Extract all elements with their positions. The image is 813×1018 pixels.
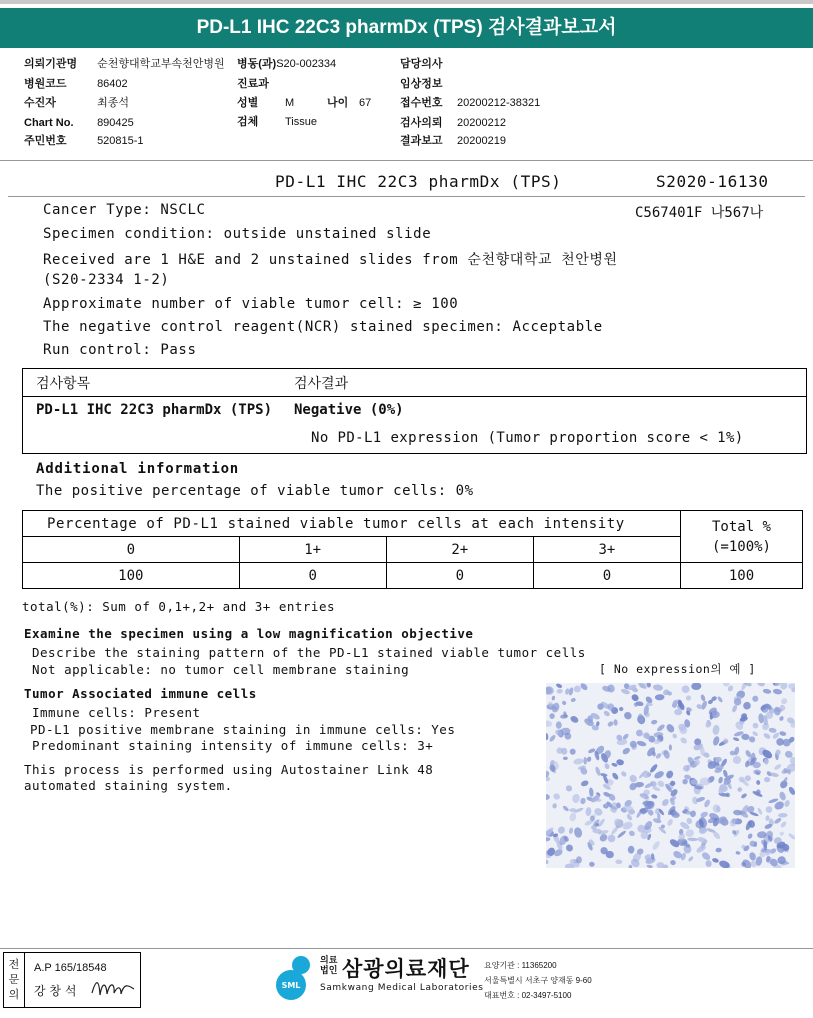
process-line: automated staining system. — [24, 778, 233, 793]
sml-logo — [269, 953, 317, 1001]
total-header — [681, 511, 803, 563]
chart-label: Chart No. — [24, 117, 74, 129]
additional-line: The positive percentage of viable tumor cells: 0% — [36, 483, 474, 499]
nucleus — [604, 763, 611, 770]
nucleus — [740, 792, 747, 799]
item-header: 검사항목 — [36, 376, 91, 392]
examine-heading: Examine the specimen using a low magnification objective — [24, 626, 474, 641]
nucleus — [615, 859, 622, 864]
nucleus — [568, 827, 573, 834]
nucleus — [548, 734, 556, 743]
nucleus — [712, 857, 720, 863]
sex-age-row — [237, 96, 371, 110]
nucleus — [579, 683, 589, 691]
nucleus — [779, 731, 787, 737]
nucleus — [752, 722, 759, 728]
nucleus — [788, 786, 795, 796]
nucleus — [674, 709, 682, 715]
specimen-label: 검체 — [237, 116, 259, 128]
intensity-table-header: Percentage of PD-L1 stained viable tumor cells at each intensity — [23, 511, 681, 537]
report-date-value: 20200219 — [457, 135, 506, 147]
nucleus — [571, 793, 580, 804]
doctor-row — [400, 57, 457, 71]
nucleus — [585, 807, 592, 816]
report-line: (S20-2334 1-2) — [43, 272, 170, 288]
sml-logo-text: SML — [281, 981, 301, 990]
micrograph-image — [546, 683, 795, 868]
request-row — [400, 116, 506, 130]
org-name: 삼광의료재단 — [342, 957, 470, 981]
nucleus — [569, 715, 579, 724]
request-label: 검사의뢰 — [400, 117, 443, 129]
report-line: Received are 1 H&E and 2 unstained slides from 순천향대학교 천안병원 — [43, 252, 618, 268]
sex-value: M — [285, 97, 295, 109]
result-header: 검사결과 — [294, 376, 349, 392]
nucleus — [725, 792, 730, 798]
nucleus — [555, 683, 562, 689]
nucleus — [718, 776, 724, 784]
code-label: 병원코드 — [24, 78, 67, 90]
nucleus — [666, 818, 673, 827]
nucleus — [552, 803, 558, 809]
immune-line: Predominant staining intensity of immune cells: 3+ — [32, 738, 434, 753]
clinic-row — [237, 77, 269, 91]
signature-mark — [90, 975, 136, 1001]
dept-row — [237, 57, 336, 71]
patient-value: 최종석 — [97, 97, 129, 109]
nucleus — [551, 695, 555, 700]
report-date-row — [400, 134, 506, 148]
nucleus — [788, 832, 795, 840]
nucleus — [613, 719, 618, 726]
legal-entity-label: 의료 법인 — [320, 956, 338, 976]
nucleus — [752, 695, 759, 702]
nucleus — [691, 796, 698, 805]
nucleus — [737, 786, 744, 792]
intensity-label: 2+ — [386, 537, 533, 563]
nucleus — [701, 851, 712, 862]
org-code: 요양기관 : 11365200 — [484, 961, 557, 970]
code-value: 86402 — [97, 78, 128, 90]
nucleus — [565, 784, 574, 793]
nucleus — [700, 694, 706, 702]
nucleus — [762, 688, 771, 694]
nucleus — [573, 758, 584, 765]
patient-label: 수진자 — [24, 97, 56, 109]
nucleus — [780, 683, 788, 690]
nucleus — [562, 805, 570, 812]
nucleus — [628, 830, 636, 837]
immune-line: Immune cells: Present — [32, 705, 201, 720]
nucleus — [655, 694, 665, 701]
nucleus — [589, 861, 595, 867]
nucleus — [768, 727, 777, 733]
dept-label: 병동(과) — [237, 58, 277, 70]
nucleus — [651, 794, 658, 800]
doctor-label: 담당의사 — [400, 58, 443, 70]
additional-heading: Additional information — [36, 461, 240, 477]
nucleus — [556, 721, 562, 728]
nucleus — [620, 770, 627, 777]
nucleus — [715, 848, 722, 853]
intensity-label: 1+ — [239, 537, 386, 563]
nucleus — [569, 812, 577, 822]
nucleus — [735, 851, 740, 855]
nucleus — [603, 710, 611, 718]
nucleus — [656, 862, 665, 868]
nucleus — [589, 787, 595, 797]
request-value: 20200212 — [457, 117, 506, 129]
total-header-line1: Total % — [711, 518, 771, 535]
id-value: 520815-1 — [97, 135, 144, 147]
test-item: PD-L1 IHC 22C3 pharmDx (TPS) — [36, 402, 273, 418]
footer-divider — [0, 948, 813, 949]
report-divider — [8, 196, 805, 197]
total-value: 100 — [681, 563, 803, 589]
clinical-info-row — [400, 77, 457, 91]
nucleus — [637, 683, 647, 690]
org-english-name: Samkwang Medical Laboratories — [320, 983, 484, 993]
report-line: Approximate number of viable tumor cell: ≥ 100 — [43, 296, 459, 312]
nucleus — [636, 729, 643, 736]
age-value: 67 — [359, 97, 372, 109]
nucleus — [717, 696, 724, 703]
header-id-row — [24, 134, 144, 148]
nucleus — [607, 720, 615, 727]
nucleus — [651, 840, 661, 851]
nucleus — [705, 860, 712, 868]
nucleus — [563, 757, 568, 760]
nucleus — [573, 685, 581, 693]
report-line: The negative control reagent(NCR) stained specimen: Acceptable — [43, 319, 603, 335]
nucleus — [649, 763, 659, 774]
nucleus — [652, 684, 663, 692]
nucleus — [549, 713, 555, 719]
accession-row — [400, 96, 540, 110]
specimen-row — [237, 115, 317, 129]
header-chart-row — [24, 116, 134, 130]
nucleus — [653, 770, 665, 780]
signature-box — [3, 952, 141, 1008]
nucleus — [778, 715, 784, 721]
nucleus — [656, 723, 666, 732]
pathologist-name: 강 창 석 — [34, 984, 77, 998]
nucleus — [757, 807, 763, 815]
nucleus — [765, 805, 774, 814]
total-header-line2: (=100%) — [711, 538, 771, 555]
nucleus — [732, 755, 742, 765]
accession-value: 20200212-38321 — [457, 97, 541, 109]
intensity-label: 3+ — [533, 537, 680, 563]
header-divider — [0, 160, 813, 161]
nucleus — [773, 688, 783, 695]
test-title: PD-L1 IHC 22C3 pharmDx (TPS) — [275, 172, 562, 191]
nucleus — [773, 817, 782, 825]
org-label: 의뢰기관명 — [24, 58, 78, 70]
intensity-table — [22, 510, 803, 589]
nucleus — [752, 730, 759, 737]
nucleus — [646, 864, 653, 868]
table-footnote: total(%): Sum of 0,1+,2+ and 3+ entries — [22, 599, 335, 614]
nucleus — [690, 779, 697, 785]
cancer-type: Cancer Type: NSCLC — [43, 202, 206, 218]
nucleus — [784, 799, 791, 807]
nucleus — [656, 779, 665, 788]
nucleus — [742, 700, 753, 711]
examine-line: Not applicable: no tumor cell membrane staining — [32, 662, 410, 677]
nucleus — [628, 846, 635, 854]
report-title: PD-L1 IHC 22C3 pharmDx (TPS) 검사결과보고서 — [0, 8, 813, 48]
ap-number: A.P 165/18548 — [34, 962, 107, 974]
nucleus — [778, 791, 787, 801]
header-info — [0, 0, 813, 160]
nucleus — [685, 694, 692, 701]
ihc-micrograph — [546, 683, 795, 868]
nucleus — [607, 834, 616, 842]
nucleus — [669, 859, 676, 866]
nucleus — [684, 828, 695, 838]
org-address: 서울특별시 서초구 양재동 9-60 — [484, 976, 592, 985]
nucleus — [561, 748, 567, 755]
immune-heading: Tumor Associated immune cells — [24, 686, 257, 701]
nucleus — [629, 865, 633, 868]
nucleus — [569, 748, 576, 755]
nucleus — [621, 747, 631, 756]
nucleus — [732, 737, 739, 742]
nucleus — [763, 732, 772, 740]
nucleus — [773, 763, 782, 771]
nucleus — [682, 685, 690, 693]
nucleus — [669, 744, 672, 750]
nucleus — [628, 773, 638, 783]
nucleus — [703, 799, 711, 808]
specialist-label: 전문의 — [8, 958, 20, 1001]
header-patient-row — [24, 96, 129, 110]
org-phone: 대표번호 : 02-3497-5100 — [484, 991, 572, 1000]
nucleus — [788, 683, 795, 689]
nucleus — [688, 856, 695, 863]
nucleus — [583, 757, 587, 765]
nucleus — [611, 772, 619, 781]
intensity-value: 0 — [533, 563, 680, 589]
specimen-value: Tissue — [285, 116, 317, 128]
nucleus — [661, 798, 670, 808]
org-value: 순천향대학교부속천안병원 — [97, 58, 225, 70]
nucleus — [556, 825, 566, 835]
report-line: Run control: Pass — [43, 342, 197, 358]
nucleus — [570, 697, 576, 702]
test-result: Negative (0%) — [294, 402, 404, 418]
nucleus — [770, 772, 780, 778]
nucleus — [780, 697, 788, 705]
nucleus — [779, 831, 785, 836]
report-date-label: 결과보고 — [400, 135, 443, 147]
nucleus — [546, 733, 549, 740]
nucleus — [756, 683, 765, 687]
immune-line: PD-L1 positive membrane staining in immune cells: Yes — [30, 722, 456, 737]
header-org-row — [24, 57, 225, 71]
nucleus — [665, 723, 676, 734]
nucleus — [552, 792, 561, 801]
result-detail: No PD-L1 expression (Tumor proportion score < 1%) — [311, 430, 744, 446]
nucleus — [573, 827, 583, 839]
nucleus — [561, 700, 567, 706]
report-number: S2020-16130 — [656, 172, 769, 191]
nucleus — [731, 704, 738, 713]
nucleus — [630, 693, 640, 703]
dept-value: S20-002334 — [276, 58, 337, 70]
nucleus — [665, 769, 675, 779]
nucleus — [546, 794, 550, 800]
report-line: Specimen condition: outside unstained slide — [43, 226, 432, 242]
nucleus — [741, 733, 750, 740]
examine-line: Describe the staining pattern of the PD-L1 stained viable tumor cells — [32, 645, 586, 660]
nucleus — [652, 817, 661, 823]
process-line: This process is performed using Autostainer Link 48 — [24, 762, 434, 777]
nucleus — [580, 797, 587, 805]
sml-logo-icon — [269, 953, 317, 1001]
nucleus — [712, 725, 720, 736]
result-box — [22, 368, 807, 454]
age-label: 나이 — [327, 97, 349, 109]
nucleus — [636, 740, 647, 747]
nucleus — [753, 769, 761, 774]
nucleus — [686, 817, 693, 825]
nucleus — [651, 719, 658, 725]
nucleus — [780, 820, 788, 828]
intensity-value: 0 — [239, 563, 386, 589]
slide-code: C567401F 나567나 — [635, 205, 764, 221]
nucleus — [704, 720, 712, 729]
intensity-value: 0 — [386, 563, 533, 589]
nucleus — [689, 810, 697, 818]
clinical-info-label: 임상정보 — [400, 78, 443, 90]
image-caption: [ No expression의 예 ] — [599, 662, 756, 676]
intensity-value: 100 — [23, 563, 240, 589]
nucleus — [691, 683, 702, 690]
org-contact — [484, 958, 592, 1003]
nucleus — [718, 859, 731, 868]
signature-box-divider — [24, 953, 25, 1007]
header-code-row — [24, 77, 128, 91]
nucleus — [679, 736, 688, 744]
nucleus — [655, 752, 662, 760]
sex-label: 성별 — [237, 97, 259, 109]
clinic-label: 진료과 — [237, 78, 269, 90]
nucleus — [778, 813, 788, 818]
id-label: 주민번호 — [24, 135, 67, 147]
intensity-label: 0 — [23, 537, 240, 563]
chart-value: 890425 — [97, 117, 134, 129]
nucleus — [546, 720, 552, 727]
nucleus — [556, 689, 563, 694]
nucleus — [747, 833, 754, 840]
nucleus — [756, 780, 761, 785]
nucleus — [565, 843, 575, 853]
nucleus — [687, 837, 698, 841]
accession-label: 접수번호 — [400, 97, 443, 109]
result-box-divider — [23, 396, 806, 397]
nucleus — [618, 706, 623, 711]
nucleus — [672, 733, 678, 739]
nucleus — [748, 851, 756, 861]
nucleus — [580, 779, 589, 787]
nucleus — [764, 777, 770, 782]
nucleus — [652, 786, 661, 792]
nucleus — [546, 837, 551, 842]
nucleus — [617, 830, 627, 839]
nucleus — [546, 859, 549, 864]
nucleus — [723, 683, 730, 687]
nucleus — [646, 683, 651, 688]
nucleus — [586, 756, 592, 763]
